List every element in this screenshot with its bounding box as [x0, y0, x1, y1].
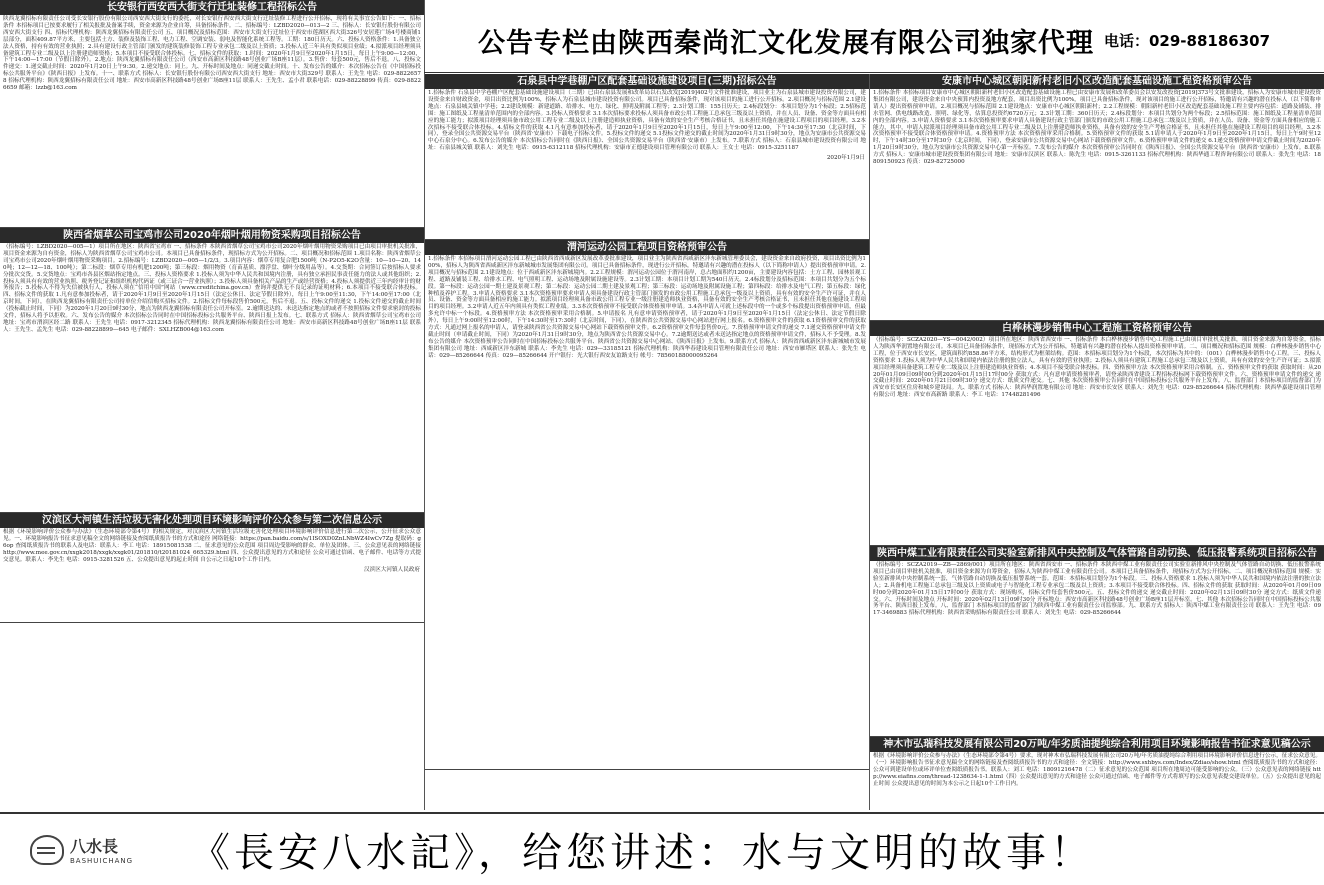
notice-article: [425, 74, 869, 240]
notice-body: （招标编号：LZBD2020—005—1）项目所在地区：陕西省宝鸡市 一、招标条件 本陕西省烟草公司宝鸡市公司2020年烟叶烟用物资采购项目已由项目审批机关批准，项目资金来源为自有资金，招标人为陕西省烟草公司宝鸡市公司。本项目已具备招标条件，现招标方式为公开招标。二、项目概况和招标范围 1.项目名称：陕西省烟草公司宝鸡市公司2020年烟叶烟用物资采购项目。2.招标编号：LZBD2020—005—1/2/3。3.项目内容：烟草专用复合肥1500吨（N-P2O5-K2O含量：10—10—20、140吨；12—12—18、100吨）；第二标段：烟草专用有机肥1200吨；第三标段：烟用物资（育苗基质、漂浮盘、烟叶分级用品等）。4.交货期：合同签订后按招标人要求分批次交货。5.交货地点：宝鸡市各县区烟站指定地点。三、投标人资格要求 1.投标人须为中华人民共和国境内注册，具有独立承担民事责任能力的法人或其他组织；2.投标人须具有有效的营业执照、税务登记证和组织机构代码证（或三证合一营业执照）；3.投标人须具备相关产品的生产或经营资格；4.投标人须提供近三年内经审计的财务报告；5.投标人不得为失信被执行人，投标人须在“信用中国”网站（www.creditchina.gov.cn）查询并提供无不良记录的证明材料；6.本项目不接受联合体投标。四、招标文件的获取 1.凡有意参加投标者，请于2020年1月9日至2020年1月15日（法定公休日、法定节假日除外），每日上午9:00至11:30，下午14:00至17:00（北京时间，下同），在陕西龙翼招标有限责任公司持单位介绍信购买招标文件。2.招标文件每标段售价500元，售后不退。五、投标文件的递交 1.投标文件递交的截止时间（投标截止时间，下同）为2020年1月20日9时30分，地点为陕西龙翼招标有限责任公司开标室。2.逾期送达的、未送达指定地点的或者不按照招标文件要求密封的投标文件，招标人将予以拒收。六、发布公告的媒介 本次招标公告同时在中国招标投标公共服务平台、陕西日报上发布。七、联系方式 招标人：陕西省烟草公司宝鸡市公司 地址：宝鸡市渭滨区经二路 联系人：王先生 电话：0917-3212345 招标代理机构：陕西龙翼招标有限责任公司 地址：西安市高新区科技路48号创业广场B座11层 联系人：王先生、孟先生 电话：029-88228899—645 电子邮件：SXLHZB004@163.com: [3, 244, 421, 333]
notice-body: 根据《环境影响评价公众参与办法》（生态环境部令第4号）的相关规定，对汉滨区大河镇生活垃圾无害化处理项目环境影响评价信息进行第二次公示，公开征求公众意见。一、环境影响报告书征求意见稿全文的网络链接及查阅纸质报告书的方式和途径 网络链接：https://pan.baidu.com/s/1ISOXD0ZnLNbWZ4IwCv7Zg 提取码：g6op 查阅纸质报告书的联系人及电话：联系人：李工 电话：18915081538 二、征求意见的公众范围 项目周边受影响的群众、单位及团体。三、公众意见表的网络链接 http://www.mee.gov.cn/xxgk2018/xxgk/xxgk01/201810/t20181024_665329.html 四、公众提出意见的方式和途径 公众可通过信函、电子邮件、电话等方式提交意见。联系人：李先生 电话：0915-3281526 五、公众提出意见的起止时间 自公示之日起10个工作日内。: [3, 529, 421, 563]
water-wave-icon: [30, 835, 64, 865]
notice-article: [870, 546, 1324, 737]
notice-article: [870, 737, 1324, 810]
notice-article: [0, 0, 424, 228]
column-middle: [425, 74, 869, 810]
notice-title: 汉滨区大河镇生活垃圾无害化处理项目环境影响评价公众参与第二次信息公示: [0, 513, 424, 528]
column-right: [870, 74, 1324, 810]
notice-body: 1.招标条件 本招标项目安康市中心城区朝阳新村老旧小区改造配套基础设施工程已由安康市发展和改革委员会以安发改投资[2019]373号文批准建设，招标人为安康市城市建设投资集团有限公司，建设资金来自中央预算内投资及地方配套，项目出资比例为100%，项目已具备招标条件，现对该项目的施工进行公开招标，特邀请有兴趣的潜在投标人（以下简称申请人）提出资格预审申请。2.项目概况与招标范围 2.1建设地点：安康市中心城区朝阳新村；2.2工程规模：朝阳新村老旧小区改造配套基础设施工程主要内容包括：道路及铺装、排水管网、供电线路改造、照明、绿化等，估算总投资约6720万元；2.3计划工期：360日历天；2.4标段划分：本项目共划分为两个标段；2.5招标范围：施工图纸及工程量清单范围内的全部内容。3.申请人资格要求 3.1本次资格预审要求申请人具备建设行政主管部门颁发的市政公用工程施工总承包二级及以上资质，并在人员、设备、资金等方面具备相应的施工能力，其中，申请人拟派项目经理须具备市政公用工程专业二级及以上注册建造师执业资格，具备有效的安全生产考核合格证书，且未担任其他在施建设工程项目的项目经理。3.2本次资格预审不接受联合体资格预审申请。4.资格预审方法 本次资格预审采用合格制。5.资格预审文件的获取 5.1请申请人于2020年1月9日至2020年1月15日，每日上午9时至12时，下午14时30分至17时30分（北京时间，下同），登录安康市公共资源交易中心网站下载资格预审文件。6.资格预审申请文件的递交 6.1递交资格预审申请文件截止时间为2020年1月20日9时30分，地点为安康市公共资源交易中心第一开标室。7.发布公告的媒介 本次资格预审公告同时在《陕西日报》、全国公共资源交易平台（陕西省·安康市）上发布。8.联系方式 招标人：安康市城市建设投资集团有限公司 地址：安康市汉滨区 联系人：陈先生 电话：0915-3261133 招标代理机构：陕西华通工程咨询有限公司 联系人：张先生 电话：18809150923 传真：029-82725000: [873, 90, 1321, 166]
notice-body: 1.招标条件 石泉县中学巷棚户区配套基础设施建设项目（三期）已由石泉县发展和改革局以石发改发[2019]402号文件批准建设，项目业主为石泉县城市建设投资有限公司，建设资金来自财政资金，项目出资比例为100%，招标人为石泉县城市建设投资有限公司。项目已具备招标条件，现对该项目的施工进行公开招标。2.项目概况与招标范围 2.1建设地点：石泉县城关镇中学巷；2.2建设规模：新建道路、给排水、电力、绿化、照明及附属工程等；2.3计划工期：155日历天；2.4标段划分：本项目划分为1个标段；2.5招标范围：施工图纸及工程量清单范围内的全部内容。3.投标人资格要求 3.1本次招标要求投标人须具备市政公用工程施工总承包三级及以上资质，并在人员、设备、资金等方面具有相应的施工能力；拟派项目经理须具备市政公用工程专业二级及以上注册建造师执业资格，具备有效的安全生产考核合格证书，且未担任其他在施建设工程项目的项目经理。3.2本次招标不接受联合体投标。4.招标文件的获取 4.1凡有意参加投标者，请于2020年1月9日至2020年1月15日，每日上午9:00至12:00，下午14:30至17:30（北京时间，下同），登录全国公共资源交易平台（陕西省·安康市）下载电子招标文件。5.投标文件的递交 5.1投标文件递交的截止时间为2020年1月31日9时30分，地点为安康市公共资源交易中心石泉分中心。6.发布公告的媒介 本次招标公告同时在《陕西日报》、全国公共资源交易平台（陕西省·安康市）上发布。7.联系方式 招标人：石泉县城市建设投资有限公司 地址：石泉县城关镇 联系人：刘先生 电话：0915-6312118 招标代理机构：安康市正德建设项目管理有限公司 联系人：王女士 电话：0915-3251187: [428, 90, 866, 152]
logo-subtitle: BASHUICHANG: [70, 857, 134, 865]
notice-body: 1.招标条件 本招标项目渭河运动公园工程已由陕西省西咸新区发展改革委批准建设，项目业主为陕西省西咸新区沣东新城管理委员会，建设资金来自政府投资，项目出资比例为100%，招标人为陕西省西咸新区沣东新城城市发展集团有限公司。项目已具备招标条件，现进行公开招标，特邀请有兴趣的潜在投标人（以下简称申请人）提出资格预审申请。2.项目概况与招标范围 2.1建设地点：位于西咸新区沣东新城境内。2.2工程规模：渭河运动公园位于渭河南岸，总占地面积约1200亩，主要建设内容包括：土方工程、园林景观工程、道路及铺装工程、给排水工程、电气照明工程、运动场地及附属设施建设等。2.3计划工期：本项目计划工期为540日历天。2.4标段划分及招标范围：本项目共划分为五个标段。第一标段：运动公园一期土建及景观工程；第二标段：运动公园二期土建及景观工程；第三标段：运动场地及附属设施工程；第四标段：给排水及电气工程；第五标段：绿化种植及养护工程。3.申请人资格要求 3.1本次资格预审要求申请人须具备建设行政主管部门颁发的市政公用工程施工总承包一级及以上资质，具有有效的安全生产许可证，并在人员、设备、资金等方面具备相应的施工能力。拟派项目经理须具备市政公用工程专业一级注册建造师执业资格，具备有效的安全生产考核合格证书，且未担任其他在施建设工程项目的项目经理。3.2申请人近五年内须具有类似工程业绩。3.3本次资格预审不接受联合体资格预审申请。3.4各申请人可就上述标段中的一个或多个标段提出资格预审申请，但最多允许中标一个标段。4.资格预审方法 本次资格预审采用合格制。5.申请报名 凡有意申请资格预审者，请于2020年1月9日至2020年1月15日（法定公休日、法定节假日除外），每日上午9:00时至12:00时，下午14:30时至17:30时（北京时间，下同），在陕西省公共资源交易中心网站进行网上报名。6.资格预审文件的获取 6.1资格预审文件的获取方式：凡通过网上报名的申请人，请登录陕西省公共资源交易中心网站下载资格预审文件。6.2资格预审文件每套售价0元。7.资格预审申请文件的递交 7.1递交资格预审申请文件截止时间（申请截止时间，下同）为2020年1月31日9时30分，地点为陕西省公共资源交易中心。7.2逾期送达或者未送达指定地点的资格预审申请文件，招标人不予受理。8.发布公告的媒介 本次资格预审公告同时在中国招标投标公共服务平台、陕西省公共资源交易中心网站、《陕西日报》上发布。9.联系方式 招标人：陕西省西咸新区沣东新城城市发展集团有限公司 地址：西咸新区沣东新城 联系人：李先生 电话：029—33185121 招标代理机构：陕西华春建设项目管理有限责任公司 地址：西安市雁塔区 联系人：张先生 电话：029—85266644 传真：029—85266644 开户银行：光大银行西安友谊路支行 帐号：78560188000095264: [428, 256, 866, 359]
banner-rule: [424, 72, 1324, 73]
notice-title: 安康市中心城区朝阳新村老旧小区改造配套基础设施工程资格预审公告: [870, 74, 1324, 89]
agency-banner: [424, 10, 1324, 70]
notice-title: 陕西中煤工业有限责任公司实验室新排风中央控制及气体管路自动切换、低压报警系统项目招标公告: [870, 546, 1324, 561]
notice-article: [870, 74, 1324, 321]
bashuichang-logo: [0, 834, 190, 865]
notice-title: 神木市弘瑞科技发展有限公司20万吨/年劣质油提纯综合利用项目环境影响报告书征求意见稿公示: [870, 737, 1324, 752]
notice-article: [870, 321, 1324, 546]
banner-phone: 电话：029-88186307: [1103, 31, 1271, 50]
notice-signature: 汉滨区大河镇人民政府: [364, 566, 420, 573]
notice-article: [0, 228, 424, 513]
banner-headline: 公告专栏由陕西秦尚汇文化发展有限公司独家代理: [477, 27, 1094, 59]
notice-body: （招标编号：SCZA2020—YS—0042/002）项目所在地区：陕西省西安市 一、招标条件 本白桦林漫步销售中心工程施工已由项目审批机关批准，项目资金来源为自筹资金，招标人为陕西华润置地有限公司。本项目已具备招标条件，现招标方式为公开招标，特邀请有兴趣的潜在投标人提出资格预审申请。二、项目概况和招标范围 规模：白桦林漫步销售中心工程，位于西安市长安区，建筑面积约858.86平方米，结构形式为框架结构。范围：本招标项目划分为1个标段，本次招标为其中的：（001）白桦林漫步销售中心工程。三、投标人资格要求 1.投标人须为中华人民共和国境内依法注册的独立法人，具有有效的营业执照；2.投标人须具有建筑工程施工总承包三级及以上资质，具有有效的安全生产许可证；3.拟派项目经理须具备建筑工程专业二级及以上注册建造师执业资格；4.本项目不接受联合体投标。四、资格预审方法 本次资格预审采用合格制。五、资格预审文件的获取 获取时间：从2020年01月09日09时00分到2020年01月15日17时00分 获取方式：凡有意申请资格预审者，请登录陕西省建设工程招标投标网下载资格预审文件。六、资格预审申请文件的递交 递交截止时间：2020年01月21日09时30分 递交方式：纸质文件递交。七、其他 本次资格预审公告同时在中国招标投标公共服务平台上发布。八、监督部门 本招标项目的监督部门为西安市长安区住房和城乡建设局。九、联系方式 招标人：陕西华润置地有限公司 地址：西安市长安区 联系人：刘先生 电话：029-85266644 招标代理机构：陕西华嘉建设项目管理有限公司 地址：西安市高新路 联系人：李工 电话：17448281496: [873, 337, 1321, 399]
footer-advert: [0, 812, 1324, 885]
notice-title: 长安银行西安西大街支行迁址装修工程招标公告: [0, 0, 424, 15]
notice-body: （招标编号：SCZA2019—ZB—2869/001）项目所在地区：陕西省西安市 一、招标条件 本陕西中煤工业有限责任公司实验室新排风中央控制及气体管路自动切换、低压报警系统项目已由项目审批机关批准，项目资金来源为自筹资金，招标人为陕西中煤工业有限责任公司。本项目已具备招标条件，现招标方式为公开招标。二、项目概况和招标范围 规模：实验室新排风中央控制系统一套，气体管路自动切换及低压报警系统一套。范围：本招标项目划分为1个标段。三、投标人资格要求 1.投标人须为中华人民共和国境内依法注册的独立法人；2.具备机电工程施工总承包三级及以上资质或电子与智能化工程专业承包二级及以上资质；3.本项目不接受联合体投标。四、招标文件的获取 获取时间：从2020年01月09日09时00分到2020年01月15日17时00分 获取方式：现场购买，招标文件每套售价500元。五、投标文件的递交 递交截止时间：2020年02月13日09时30分 递交方式：纸质文件递交。六、开标时间及地点 开标时间：2020年02月13日09时30分 开标地点：西安市高新区科技路48号创业广场B座11层开标室。七、其他 本次招标公告同时在中国招标投标公共服务平台、陕西日报上发布。八、监督部门 本招标项目的监督部门为陕西中煤工业有限责任公司监察部。九、联系方式 招标人：陕西中煤工业有限责任公司 联系人：王先生 电话：0917-3469883 招标代理机构：陕西省采购招标有限责任公司 联系人：刘先生 电话：029-85266644: [873, 562, 1321, 617]
notice-article: [425, 240, 869, 770]
logo-name: 八水長: [70, 837, 119, 856]
notice-body: 陕西龙翼招标有限责任公司受长安银行股份有限公司西安西大街支行的委托，对长安银行西安西大街支行迁址装修工程进行公开招标，现将有关事宜公告如下：一、招标条件 本招标项目已按要求履行了相关报批及备案手续，资金来源为企业自筹，具备招标条件。二、招标编号：LZBD2020—013—2 三、招标人：长安银行股份有限公司西安西大街支行 四、招标代理机构：陕西龙翼招标有限责任公司 五、项目概况及招标范围：西安市大街支行迁址位于西安市莲湖区西大街326号安居莲广场4号楼商铺1层部分，面积409.87平方米，主要包括土方、装修及装饰工程、电力工程、空调安装、弱电及智能化系统工程等。工期：180日历天。六、投标人资格条件：1.具备独立法人资格，持有有效的营业执照；2.具有建设行政主管部门颁发的建筑装修装饰工程专业承包二级及以上资质；3.投标人近三年具有类似项目业绩；4.拟派项目经理须具备建筑工程专业二级及以上注册建造师资格；5.本项目不接受联合体投标。七、招标文件的获取：1.时间：2020年1月9日至2020年1月15日，每日上午9:00—12:00，下午14:00—17:00（节假日除外）。2.地点：陕西龙翼招标有限责任公司（西安市高新区科技路48号创业广场B座11层）。3.售价：每套500元，售后不退。八、投标文件递交：1.递交截止时间：2020年1月20日上午9:30。2.递交地点：同上。九、开标时间及地点：同递交截止时间。十、发布公告的媒介：本次招标公告在《中国招标投标公共服务平台》《陕西日报》上发布。十一、联系方式 招标人：长安银行股份有限公司西安西大街支行 地址：西安市大街329号 联系人：王先生 电话：029-88226578 招标代理机构：陕西龙翼招标有限责任公司 地址：西安市高新区科技路48号创业广场B座11层 联系人：王先生、孟小君 联系电话：029-88228899 传真：029-88226659 邮箱：lzzb@163.com: [3, 16, 421, 92]
notice-title: 石泉县中学巷棚户区配套基础设施建设项目(三期)招标公告: [425, 74, 869, 89]
column-left: [0, 0, 424, 810]
notice-body: 根据《环境影响评价公众参与办法》（生态环境部令第4号）要求，现对神木市弘瑞科技发展有限公司20万吨/年劣质油提纯综合利用项目环境影响评价信息进行公示，征求公众意见。（一）环境影响报告书征求意见稿全文的网络链接及查阅纸质报告书的方式和途径：全文链接：http://www.sxhbys.com/Index/Zdiao/show.html 查阅纸质报告书的方式和途径：公众可到建设单位或环评单位查阅纸质报告书。联系人：刘工 电话：18091216478（二）征求意见的公众范围 项目所在地周边可能受影响的公众。（三）公众意见表的网络链接 http://www.eiafins.com/thread-1238634-1-1.html（四）公众提出意见的方式和途径 公众可通过信函、电子邮件等方式将填写的公众意见表提交建设单位。（五）公众提出意见的起止时间 公众提出意见的时间为本公示之日起10个工作日内。: [873, 753, 1321, 787]
notice-title: 陕西省烟草公司宝鸡市公司2020年烟叶烟用物资采购项目招标公告: [0, 228, 424, 243]
notice-article: [0, 513, 424, 623]
notice-title: 渭河运动公园工程项目资格预审公告: [425, 240, 869, 255]
notice-title: 白桦林漫步销售中心工程施工资格预审公告: [870, 321, 1324, 336]
notice-signature: 2020年1月9日: [826, 155, 865, 162]
footer-slogan: 《長安八水記》，给您讲述：水与文明的故事！: [190, 830, 1094, 876]
